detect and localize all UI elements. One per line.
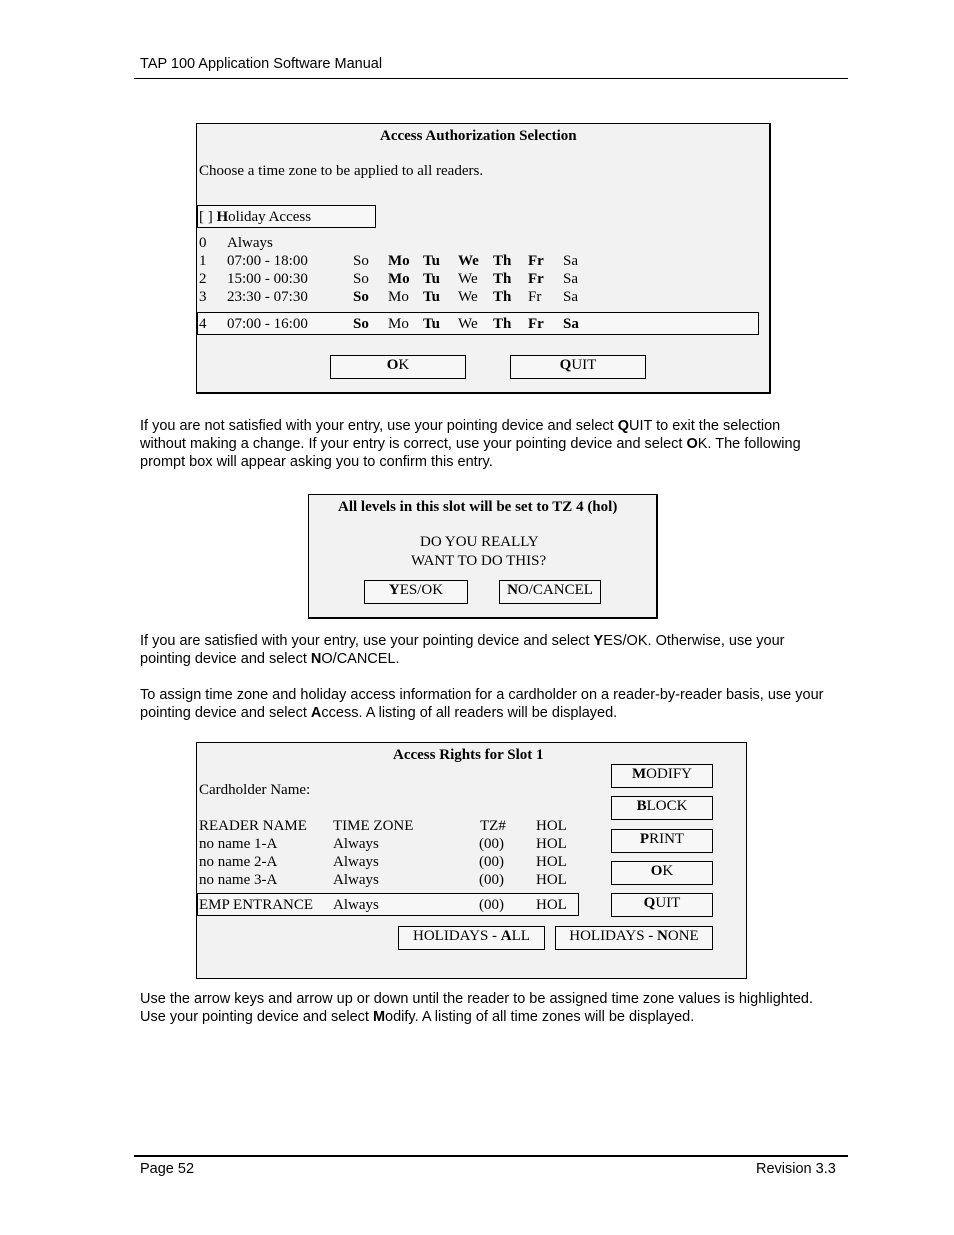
day-fr: Fr [528,289,542,305]
dialog-title: Access Authorization Selection [380,128,577,144]
day-mo: Mo [388,253,410,269]
tz-time: 07:00 - 16:00 [227,316,308,332]
tz-time: Always [227,235,273,251]
reader-tz-num: (00) [479,872,504,888]
revision-label: Revision 3.3 [756,1161,836,1177]
tz-num: 0 [199,235,207,251]
header-hol: HOL [536,818,567,834]
confirm-line-2: WANT TO DO THIS? [411,553,547,569]
day-sa: Sa [563,289,578,305]
day-we: We [458,253,479,269]
day-so: So [353,289,369,305]
day-so: So [353,316,369,332]
day-we: We [458,316,478,332]
holidays-all-button[interactable]: HOLIDAYS - ALL [398,926,545,950]
day-th: Th [493,253,512,269]
ok-button[interactable]: OK [611,861,713,885]
reader-hol: HOL [536,836,567,852]
holiday-access-label: [ ] Holiday Access [199,209,312,225]
header-tz-num: TZ# [480,818,506,834]
reader-name: EMP ENTRANCE [199,897,314,913]
tz-num: 3 [199,289,207,305]
day-mo: Mo [388,289,409,305]
access-rights-title: Access Rights for Slot 1 [393,747,544,763]
day-th: Th [493,271,512,287]
day-tu: Tu [423,289,440,305]
reader-time-zone: Always [333,836,379,852]
tz-num: 4 [199,316,207,332]
quit-button[interactable]: QUIT [611,893,713,917]
day-so: So [353,253,369,269]
reader-name: no name 1-A [199,836,278,852]
day-so: So [353,271,369,287]
day-sa: Sa [563,316,579,332]
day-th: Th [493,289,512,305]
day-sa: Sa [563,253,578,269]
instruction-paragraph-1: If you are not satisfied with your entry, use your pointing device and select QUIT to exit the selection without making a change. If your entry is correct, use your pointing device and select OK. The following prompt box will appear asking you to confirm this entry. [140,418,801,470]
modify-button[interactable]: MODIFY [611,764,713,788]
header-time-zone: TIME ZONE [333,818,414,834]
page-number: Page 52 [140,1161,195,1177]
reader-time-zone: Always [333,854,379,870]
header-title: TAP 100 Application Software Manual [140,56,383,72]
reader-hol: HOL [536,872,567,888]
tz-num: 1 [199,253,207,269]
day-fr: Fr [528,316,544,332]
reader-tz-num: (00) [479,897,504,913]
print-button[interactable]: PRINT [611,829,713,853]
yes-ok-button[interactable]: YES/OK [364,580,468,604]
day-sa: Sa [563,271,578,287]
dialog-prompt: Choose a time zone to be applied to all readers. [199,163,484,179]
confirm-title: All levels in this slot will be set to TZ 4 (hol) [338,499,618,515]
footer-rule [134,1155,848,1157]
day-tu: Tu [423,316,440,332]
reader-time-zone: Always [333,872,379,888]
instruction-paragraph-4: Use the arrow keys and arrow up or down until the reader to be assigned time zone values is highlighted. Use your pointing device and select Modify. A listing of all time zones will be displayed. [140,991,814,1025]
reader-hol: HOL [536,854,567,870]
tz-num: 2 [199,271,207,287]
day-tu: Tu [423,271,440,287]
day-mo: Mo [388,316,409,332]
instruction-paragraph-3: To assign time zone and holiday access information for a cardholder on a reader-by-reader basis, use your pointing device and select Access. A listing of all readers will be displayed. [140,687,824,721]
day-fr: Fr [528,271,544,287]
ok-button[interactable]: OK [330,355,466,379]
tz-time: 07:00 - 18:00 [227,253,308,269]
reader-name: no name 3-A [199,872,278,888]
holidays-none-button[interactable]: HOLIDAYS - NONE [555,926,713,950]
reader-tz-num: (00) [479,854,504,870]
reader-tz-num: (00) [479,836,504,852]
day-th: Th [493,316,512,332]
quit-button[interactable]: QUIT [510,355,646,379]
no-cancel-button[interactable]: NO/CANCEL [499,580,601,604]
day-fr: Fr [528,253,544,269]
reader-hol: HOL [536,897,567,913]
cardholder-name-label: Cardholder Name: [199,782,311,798]
header-reader-name: READER NAME [199,818,307,834]
block-button[interactable]: BLOCK [611,796,713,820]
header-rule [134,78,848,79]
reader-name: no name 2-A [199,854,278,870]
day-mo: Mo [388,271,410,287]
confirm-line-1: DO YOU REALLY [420,534,539,550]
reader-time-zone: Always [333,897,379,913]
day-tu: Tu [423,253,440,269]
tz-time: 23:30 - 07:30 [227,289,308,305]
day-we: We [458,289,478,305]
tz-time: 15:00 - 00:30 [227,271,308,287]
day-we: We [458,271,478,287]
instruction-paragraph-2: If you are satisfied with your entry, use your pointing device and select YES/OK. Otherwise, use your pointing device and select NO/CANCEL. [140,633,785,667]
